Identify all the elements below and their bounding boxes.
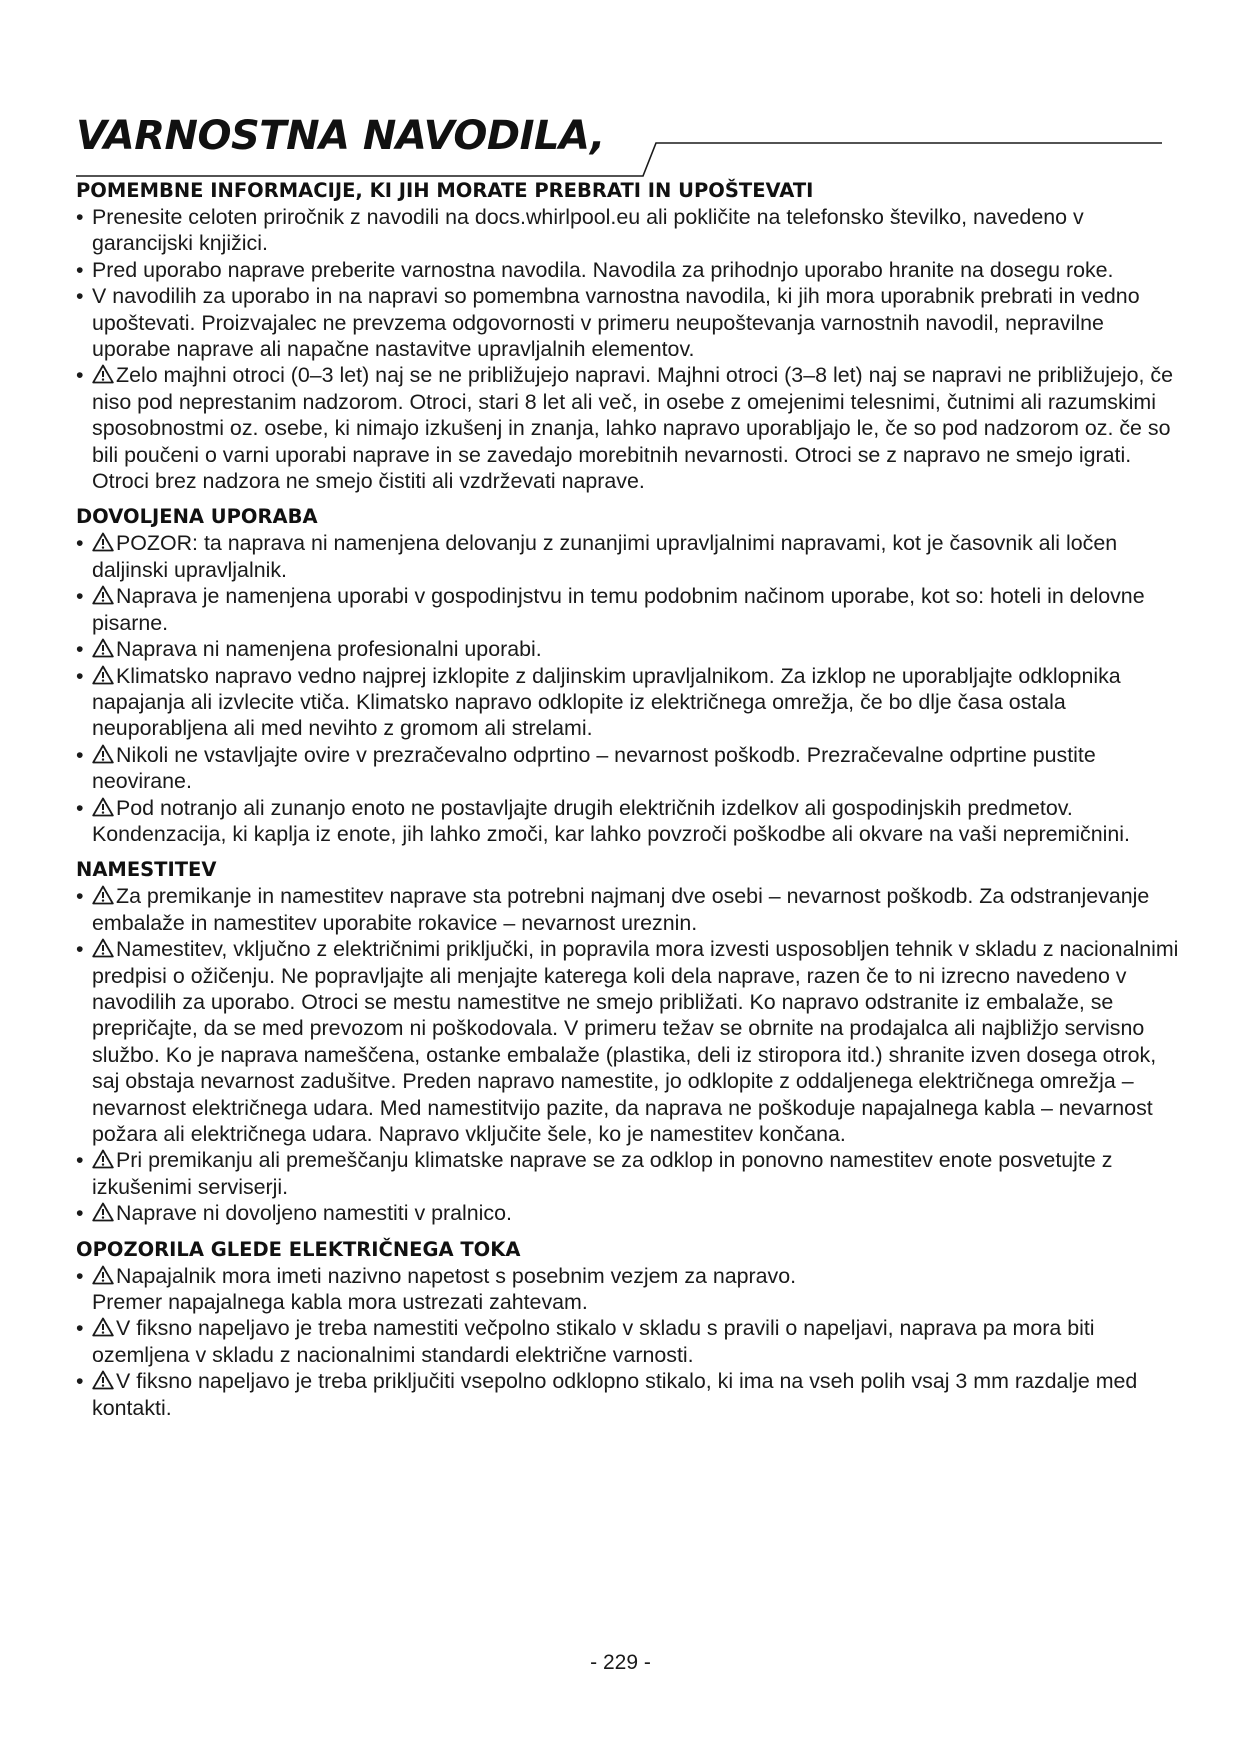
warning-triangle-icon (92, 797, 114, 817)
list-item (76, 1147, 1184, 1200)
bullet-icon: • (76, 584, 84, 609)
section-heading: DOVOLJENA UPORABA (76, 505, 318, 529)
item-text-line2: Premer napajalnega kabla mora ustrezati zahtevam. (92, 1290, 588, 1315)
bullet-icon: • (76, 795, 84, 820)
item-text: Nikoli ne vstavljajte ovire v prezračevalno odprtino – nevarnost poškodb. Prezračevalne odprtine pustite neovirane. (92, 742, 1096, 794)
item-text: Naprava je namenjena uporabi v gospodinjstvu in temu podobnim načinom uporabe, kot so: hoteli in delovne pisarne. (92, 584, 1145, 635)
bullet-icon: • (76, 1148, 84, 1173)
list-item (76, 795, 1184, 848)
item-list (76, 530, 1184, 847)
bullet-icon: • (76, 637, 84, 662)
item-list (76, 883, 1184, 1226)
item-list (76, 204, 1184, 494)
warning-triangle-icon (92, 665, 114, 685)
item-text: Naprave ni dovoljeno namestiti v pralnico. (116, 1201, 512, 1226)
section-important-information (76, 178, 1184, 494)
bullet-icon: • (76, 363, 84, 388)
item-text: Pred uporabo naprave preberite varnostna navodila. Navodila za prihodnjo uporabo hranite na dosegu roke. (92, 257, 1114, 282)
item-text: V fiksno napeljavo je treba priključiti vsepolno odklopno stikalo, ki ima na vseh polih vsaj 3 mm razdalje med kontakti. (92, 1369, 1138, 1420)
bullet-icon: • (76, 742, 84, 767)
warning-triangle-icon (92, 938, 114, 958)
section-heading: OPOZORILA GLEDE ELEKTRIČNEGA TOKA (76, 1237, 521, 1261)
item-list (76, 1263, 1184, 1421)
item-text: Naprava ni namenjena profesionalni uporabi. (116, 637, 542, 662)
item-text: Za premikanje in namestitev naprave sta potrebni najmanj dve osebi – nevarnost poškodb. Za odstranjevanje embalaže in namestitev uporabite rokavice – nevarnost ureznin. (92, 884, 1150, 935)
item-text: Namestitev, vključno z električnimi priključki, in popravila mora izvesti usposobljen tehnik v skladu z nacionalnimi predpisi o ožičenju. Ne popravljajte ali menjajte katerega koli dela naprave, razen če to ni izrecno navedeno v navodilih za uporabo. Otroci se mestu namestitve ne smejo približati. Ko napravo odstranite iz embalaže, se prepričajte, da se med prevozom ni poškodovala. V primeru težav se obrnite na prodajalca ali najbližjo servisno službo. Ko je naprava nameščena, ostanke embalaže (plastika, deli iz stiropora itd.) shranite izven dosega otrok, saj obstaja nevarnost zadušitve. Preden napravo namestite, jo odklopite z oddaljenega električnega omrežja – nevarnost električnega udara. Med namestitvijo pazite, da naprava ne poškoduje napajalnega kabla – nevarnost požara ali električnega udara. Napravo vključite šele, ko je namestitev končana. (92, 937, 1179, 1146)
bullet-icon: • (76, 531, 84, 556)
list-item (76, 1315, 1184, 1368)
warning-triangle-icon (92, 1202, 114, 1222)
list-item (76, 742, 1184, 795)
item-text: Napajalnik mora imeti nazivno napetost s posebnim vezjem za napravo. (116, 1263, 797, 1288)
warning-triangle-icon (92, 585, 114, 605)
list-item (76, 1263, 1184, 1316)
bullet-icon: • (76, 257, 84, 282)
section-installation (76, 857, 1184, 1226)
page-header (0, 0, 1241, 190)
list-item (76, 1200, 1184, 1226)
section-heading: POMEMBNE INFORMACIJE, KI JIH MORATE PREBRATI IN UPOŠTEVATI (76, 179, 814, 202)
list-item (76, 530, 1184, 583)
list-item (76, 936, 1184, 1147)
warning-triangle-icon (92, 364, 114, 384)
item-text: POZOR: ta naprava ni namenjena delovanju z zunanjimi upravljalnimi napravami, kot je časovnik ali ločen daljinski upravljalnik. (92, 531, 1118, 582)
warning-triangle-icon (92, 744, 114, 764)
bullet-icon: • (76, 937, 84, 962)
section-permitted-use (76, 504, 1184, 847)
list-item (76, 663, 1184, 742)
list-item (76, 257, 1184, 283)
section-electrical-warnings (76, 1237, 1184, 1421)
list-item (76, 883, 1184, 936)
bullet-icon: • (76, 205, 84, 229)
list-item (76, 583, 1184, 636)
warning-triangle-icon (92, 1149, 114, 1169)
warning-triangle-icon (92, 532, 114, 552)
item-text: Pri premikanju ali premeščanju klimatske naprave se za odklop in ponovno namestitev enote posvetujte z izkušenimi serviserji. (92, 1148, 1113, 1199)
header-rule (0, 0, 1241, 190)
warning-triangle-icon (92, 885, 114, 905)
warning-triangle-icon (92, 1317, 114, 1337)
item-text: V navodilih za uporabo in na napravi so pomembna varnostna navodila, ki jih mora uporabnik prebrati in vedno upoštevati. Proizvajalec ne prevzema odgovornosti v primeru neupoštevanja varnostnih navodil, nepravilne uporabe naprave ali napačne nastavitve upravljalnih elementov. (92, 284, 1140, 362)
list-item (76, 636, 1184, 662)
item-text: Prenesite celoten priročnik z navodili na docs.whirlpool.eu ali pokličite na telefonsko številko, navedeno v garancijski knjižici. (92, 205, 1084, 256)
item-text: V fiksno napeljavo je treba namestiti večpolno stikalo v skladu s pravili o napeljavi, naprava pa mora biti ozemljena v skladu z nacionalnimi standardi električne varnosti. (92, 1316, 1095, 1367)
bullet-icon: • (76, 284, 84, 309)
document-title: VARNOSTNA NAVODILA, (76, 113, 605, 159)
bullet-icon: • (76, 1316, 84, 1341)
page-number: - 229 - (590, 1651, 651, 1674)
bullet-icon: • (76, 1369, 84, 1394)
list-item (76, 204, 1184, 257)
warning-triangle-icon (92, 638, 114, 658)
section-heading: NAMESTITEV (76, 858, 217, 882)
bullet-icon: • (76, 1201, 84, 1226)
warning-triangle-icon (92, 1370, 114, 1390)
bullet-icon: • (76, 884, 84, 909)
item-text: Zelo majhni otroci (0–3 let) naj se ne približujejo napravi. Majhni otroci (3–8 let) naj se napravi ne približujejo, če niso pod neprestanim nadzorom. Otroci, stari 8 let ali več, in osebe z omejenimi telesnimi, čutnimi ali razumskimi sposobnostmi oz. osebe, ki nimajo izkušenj in znanja, lahko napravo uporabljajo le, če so pod nadzorom oz. če so bili poučeni o varni uporabi naprave in se zavedajo morebitnih nevarnosti. Otroci se z napravo ne smejo igrati. Otroci brez nadzora ne smejo čistiti ali vzdrževati naprave. (92, 363, 1173, 494)
document-body (76, 178, 1184, 1421)
item-text: Pod notranjo ali zunanjo enoto ne postavljajte drugih električnih izdelkov ali gospodinjskih predmetov. Kondenzacija, ki kaplja iz enote, jih lahko zmoči, kar lahko povzroči poškodbe ali okvare na vaši nepremičnini. (92, 795, 1130, 846)
warning-triangle-icon (92, 1265, 114, 1285)
list-item (76, 283, 1184, 362)
list-item (76, 362, 1184, 494)
list-item (76, 1368, 1184, 1421)
bullet-icon: • (76, 1263, 84, 1288)
bullet-icon: • (76, 663, 84, 688)
item-text: Klimatsko napravo vedno najprej izklopite z daljinskim upravljalnikom. Za izklop ne uporabljajte odklopnika napajanja ali izvlecite vtiča. Klimatsko napravo odklopite iz električnega omrežja, če bo dlje časa ostala neuporabljena ali med nevihto z gromom ali strelami. (92, 663, 1121, 741)
